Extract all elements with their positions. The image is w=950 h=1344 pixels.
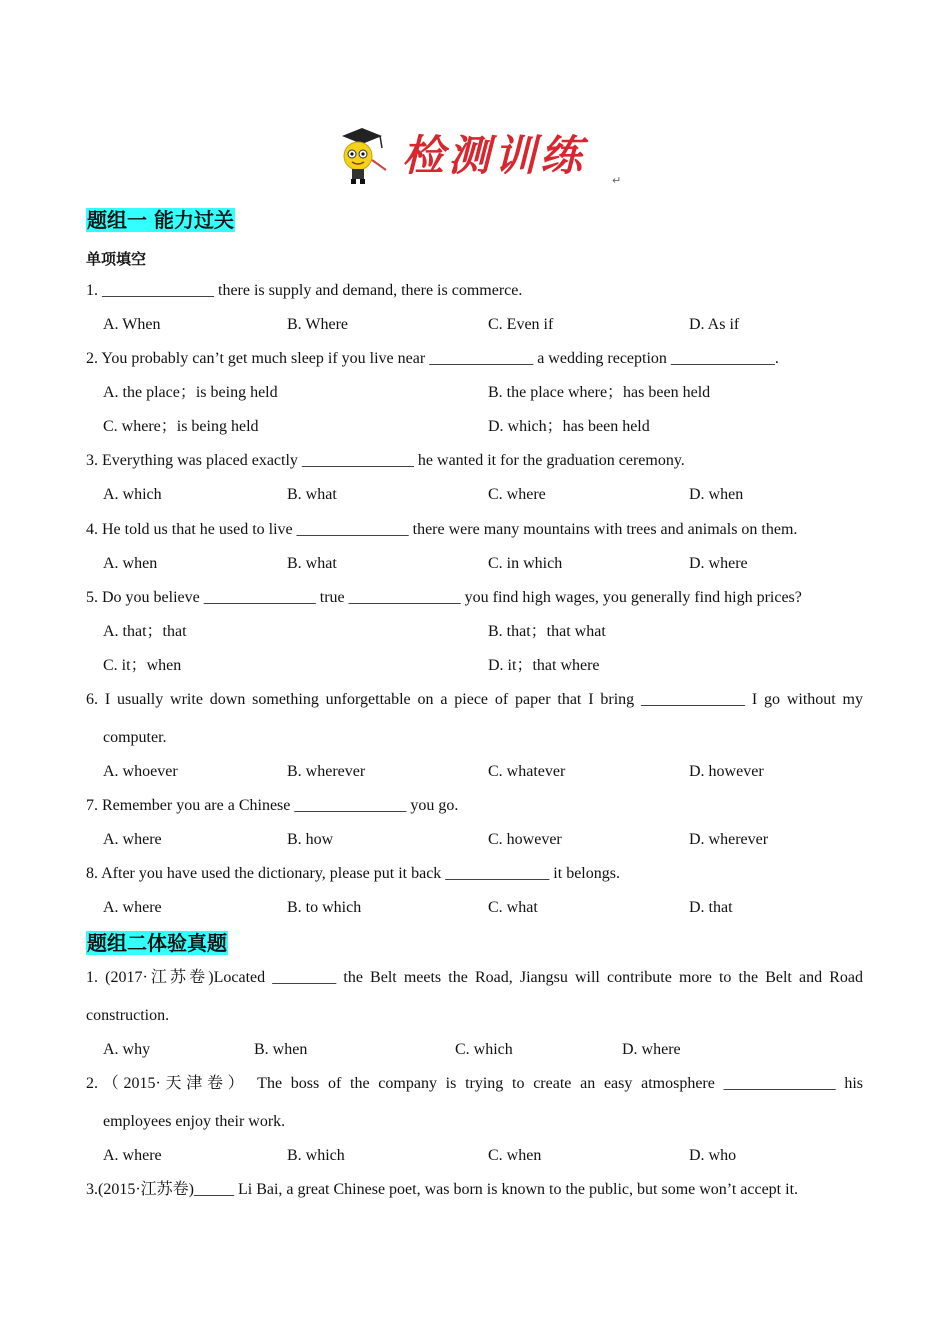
- question-6-continued: computer.: [103, 729, 167, 746]
- option-b: B. Where: [287, 316, 349, 333]
- return-mark: ↵: [612, 174, 622, 187]
- question-8: 8. After you have used the dictionary, please put it back _____________ it belongs.: [86, 865, 620, 882]
- banner-title: 检测训练: [402, 131, 587, 180]
- question-5: 5. Do you believe ______________ true ______________ you find high wages, you generally find high prices?: [86, 589, 802, 606]
- option-a: A. which: [103, 486, 162, 503]
- option-b: B. what: [287, 486, 337, 503]
- graduate-mascot-icon: [336, 126, 388, 186]
- option-a: A. when: [103, 555, 158, 572]
- option-d: D. when: [689, 486, 744, 503]
- group1-heading: 题组一 能力过关: [87, 208, 234, 232]
- option-d: D. where: [689, 555, 748, 572]
- title-banner: [336, 124, 626, 190]
- question-7: 7. Remember you are a Chinese ______________ you go.: [86, 797, 459, 814]
- exam-question-1: 1. (2017·江苏卷)Located ________ the Belt meets the Road, Jiangsu will contribute more to the Belt and Road: [86, 969, 863, 986]
- exam-question-1-continued: construction.: [86, 1007, 170, 1024]
- option-b: B. to which: [287, 899, 362, 916]
- option-b: B. wherever: [287, 763, 366, 780]
- option-d: D. where: [622, 1041, 681, 1058]
- option-b: B. what: [287, 555, 337, 572]
- option-a: A. where: [103, 1147, 162, 1164]
- option-c: C. where: [488, 486, 546, 503]
- option-d: D. it；that where: [488, 657, 600, 674]
- option-d: D. however: [689, 763, 764, 780]
- option-a: A. When: [103, 316, 161, 333]
- option-a: A. where: [103, 831, 162, 848]
- option-a: A. where: [103, 899, 162, 916]
- option-d: D. wherever: [689, 831, 769, 848]
- question-1: 1. ______________ there is supply and demand, there is commerce.: [86, 282, 523, 299]
- exam-question-2-continued: employees enjoy their work.: [103, 1113, 286, 1130]
- question-6: 6. I usually write down something unforgettable on a piece of paper that I bring _____________ I go without my: [86, 691, 863, 708]
- option-d: D. which；has been held: [488, 418, 650, 435]
- question-2: 2. You probably can’t get much sleep if you live near _____________ a wedding reception _____________.: [86, 350, 779, 367]
- option-d: D. that: [689, 899, 733, 916]
- option-c: C. Even if: [488, 316, 554, 333]
- option-c: C. what: [488, 899, 538, 916]
- exam-question-2: 2.（2015·天津卷） The boss of the company is trying to create an easy atmosphere ______________ his: [86, 1075, 863, 1092]
- option-a: A. whoever: [103, 763, 178, 780]
- option-c: C. whatever: [488, 763, 566, 780]
- option-c: C. which: [455, 1041, 513, 1058]
- group1-subheading: 单项填空: [86, 250, 147, 268]
- group2-heading: 题组二体验真题: [87, 931, 227, 955]
- option-c: C. it；when: [103, 657, 182, 674]
- option-b: B. when: [254, 1041, 308, 1058]
- option-c: C. when: [488, 1147, 542, 1164]
- option-b: B. the place where；has been held: [488, 384, 711, 401]
- option-b: B. how: [287, 831, 334, 848]
- option-d: D. who: [689, 1147, 737, 1164]
- option-c: C. where；is being held: [103, 418, 259, 435]
- option-b: B. which: [287, 1147, 345, 1164]
- option-b: B. that；that what: [488, 623, 606, 640]
- option-a: A. why: [103, 1041, 151, 1058]
- question-4: 4. He told us that he used to live ______________ there were many mountains with trees and animals on them.: [86, 521, 798, 538]
- question-3: 3. Everything was placed exactly ______________ he wanted it for the graduation ceremony.: [86, 452, 685, 469]
- option-c: C. in which: [488, 555, 563, 572]
- option-a: A. that；that: [103, 623, 187, 640]
- option-d: D. As if: [689, 316, 740, 333]
- option-c: C. however: [488, 831, 562, 848]
- option-a: A. the place；is being held: [103, 384, 278, 401]
- exam-question-3: 3.(2015·江苏卷)_____ Li Bai, a great Chinese poet, was born is known to the public, but some won’t accept it.: [86, 1181, 799, 1198]
